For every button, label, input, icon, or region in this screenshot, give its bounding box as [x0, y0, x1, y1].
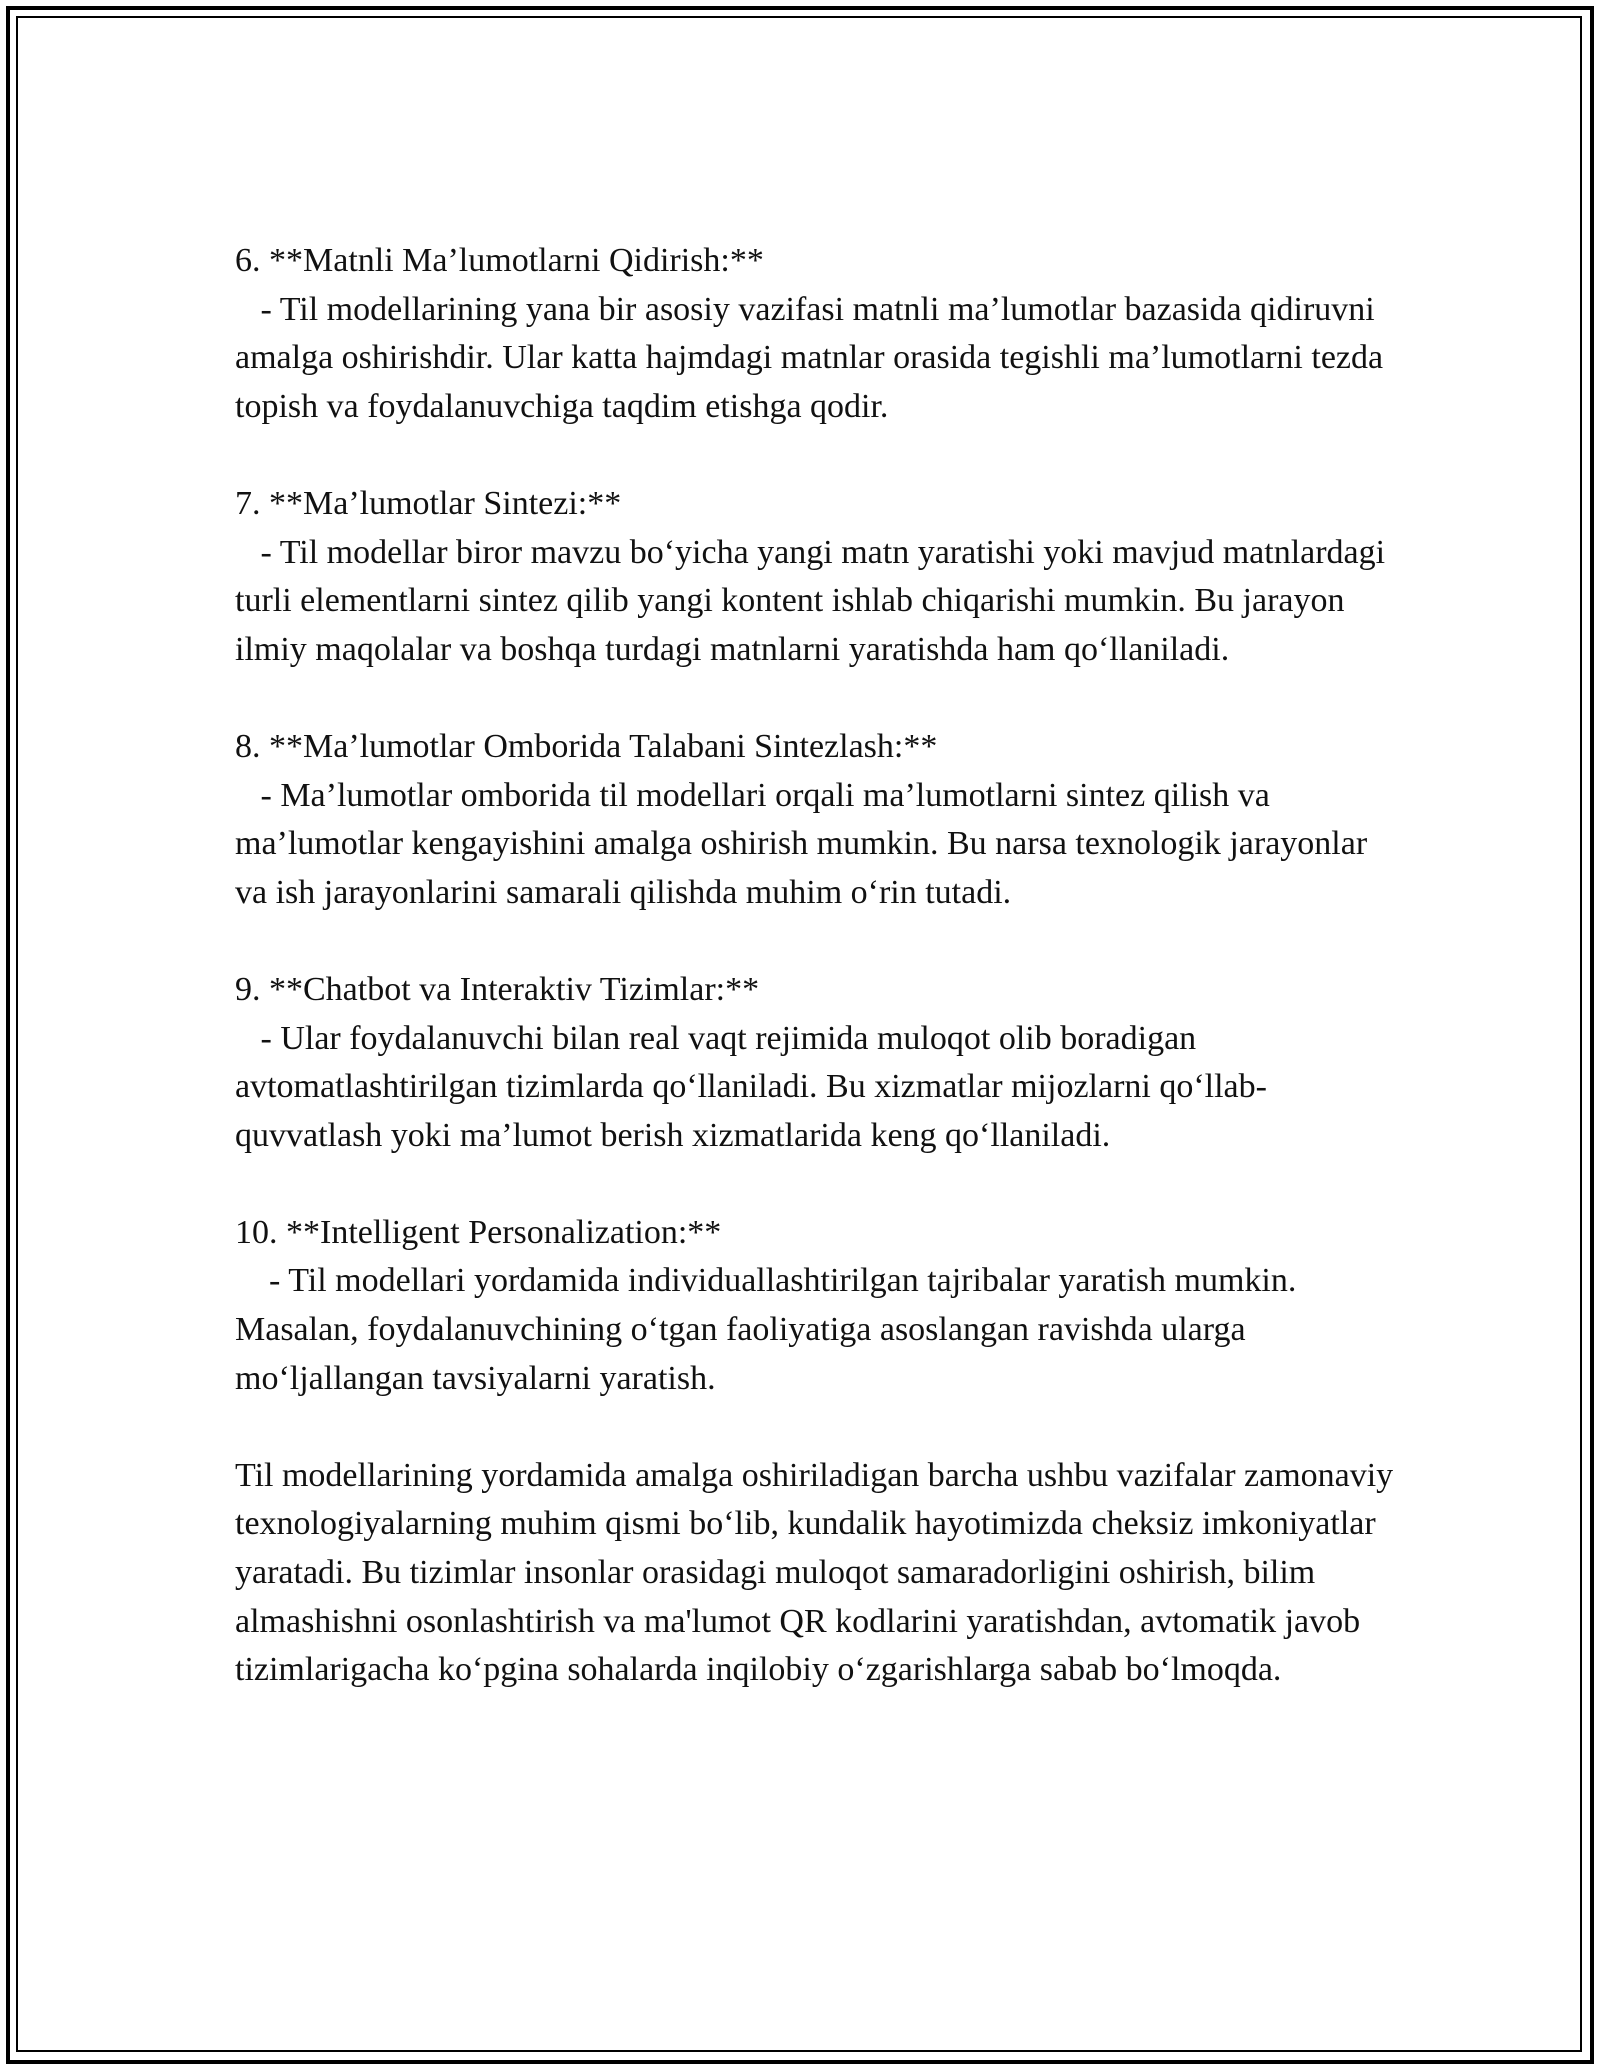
section-indent	[235, 777, 261, 814]
conclusion-paragraph: Til modellarining yordamida amalga oshiriladigan barcha ushbu vazifalar zamonaviy texnologiyalarning muhim qismi bo‘lib, kundalik hayotimizda cheksiz imkoniyatlar yaratadi. Bu tizimlar insonlar orasidagi muloqot samaradorligini oshirish, bilim almashishni osonlashtirish va ma'lumot QR kodlarini yaratishdan, avtomatik javob tizimlarigacha ko‘pgina sohalarda inqilobiy o‘zgarishlarga sabab bo‘lmoqda.	[235, 1456, 1394, 1689]
section-heading: 7. **Ma’lumotlar Sintezi:**	[235, 484, 622, 522]
section-text	[235, 1015, 1395, 1161]
section-indent	[235, 1020, 261, 1057]
section-paragraph: - Til modellarining yana bir asosiy vazifasi matnli ma’lumotlar bazasida qidiruvni amalga oshirishdir. Ular katta hajmdagi matnlar orasida tegishli ma’lumotlarni tezda topish va foydalanuvchiga taqdim etishga qodir.	[235, 290, 1384, 425]
section-indent	[235, 534, 261, 571]
section-paragraph: - Ular foydalanuvchi bilan real vaqt rejimida muloqot olib boradigan avtomatlashtirilgan tizimlarda qo‘llaniladi. Bu xizmatlar mijozlarni qo‘llab-quvvatlash yoki ma’lumot berish xizmatlarida keng qo‘llaniladi.	[235, 1019, 1267, 1154]
section-text	[235, 772, 1395, 918]
section-paragraph: - Til modellari yordamida individuallashtirilgan tajribalar yaratish mumkin. Masalan, foydalanuvchining o‘tgan faoliyatiga asoslangan ravishda ularga mo‘ljallangan tavsiyalarni yaratish.	[235, 1262, 1297, 1397]
section-heading: 8. **Ma’lumotlar Omborida Talabani Sintezlash:**	[235, 727, 938, 765]
section-heading: 9. **Chatbot va Interaktiv Tizimlar:**	[235, 970, 760, 1008]
section-text	[235, 286, 1395, 432]
section-9	[235, 966, 1395, 1160]
document-body	[235, 237, 1395, 1695]
section-paragraph: - Ma’lumotlar omborida til modellari orqali ma’lumotlarni sintez qilish va ma’lumotlar kengayishini amalga oshirish mumkin. Bu narsa texnologik jarayonlar va ish jarayonlarini samarali qilishda muhim o‘rin tutadi.	[235, 776, 1368, 911]
section-paragraph: - Til modellar biror mavzu bo‘yicha yangi matn yaratishi yoki mavjud matnlardagi turli elementlarni sintez qilib yangi kontent ishlab chiqarishi mumkin. Bu jarayon ilmiy maqolalar va boshqa turdagi matnlarni yaratishda ham qo‘llaniladi.	[235, 533, 1386, 668]
section-indent	[235, 291, 261, 328]
section-heading: 10. **Intelligent Personalization:**	[235, 1213, 722, 1251]
section-indent	[235, 1262, 269, 1299]
section-7	[235, 480, 1395, 674]
section-8	[235, 723, 1395, 917]
section-10	[235, 1209, 1395, 1403]
section-text	[235, 1257, 1395, 1403]
section-6	[235, 237, 1395, 431]
section-text	[235, 529, 1395, 675]
section-heading: 6. **Matnli Ma’lumotlarni Qidirish:**	[235, 242, 764, 279]
